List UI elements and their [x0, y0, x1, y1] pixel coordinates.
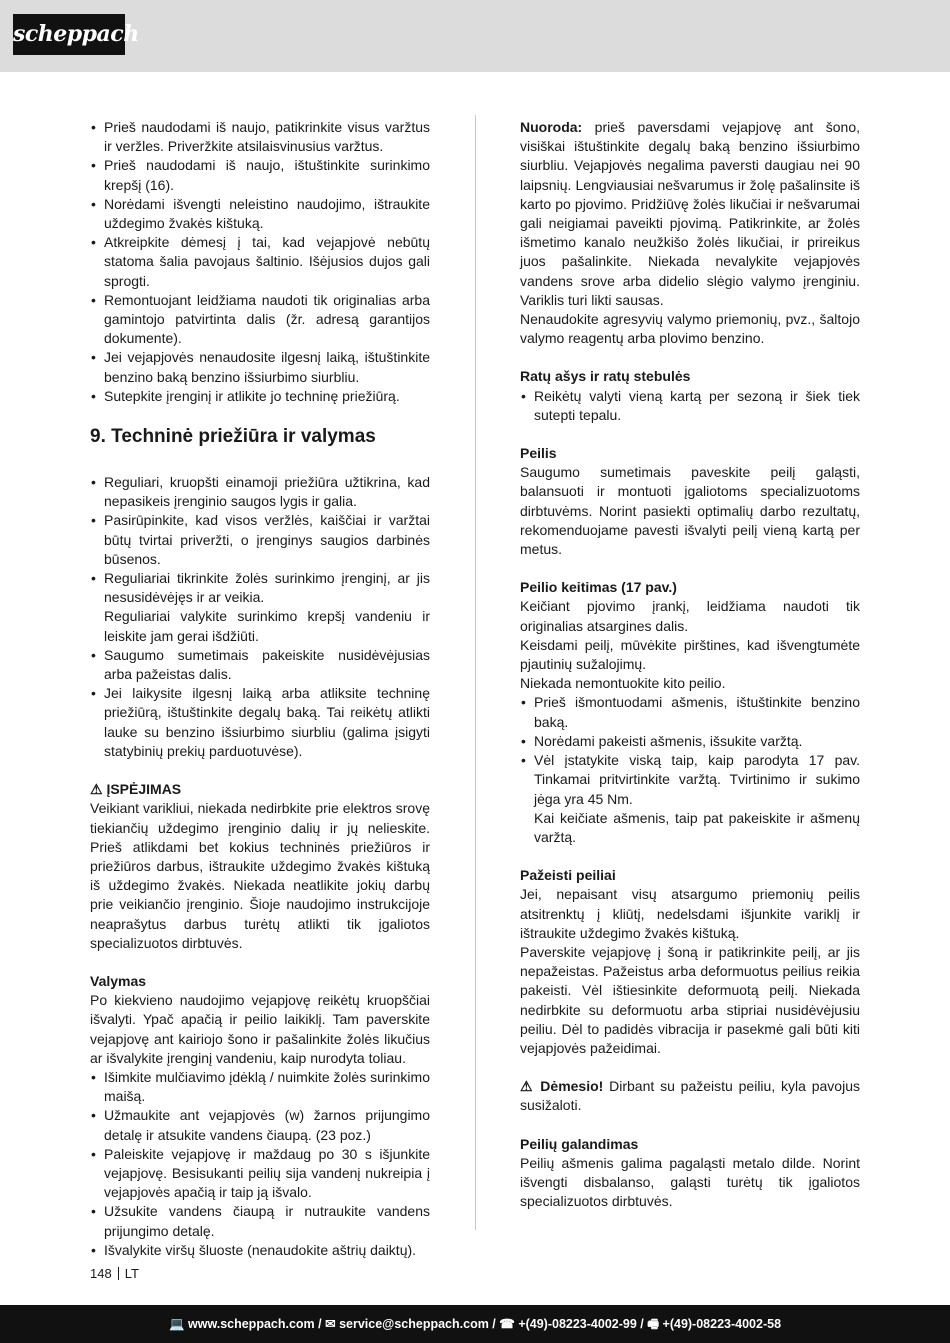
list-item-text: Užmaukite ant vejapjovės (w) žarnos prijungimo detalę ir atsukite vandens čiaupą. (23 poz.) — [104, 1107, 430, 1143]
list-item-text: Norėdami išvengti neleistino naudojimo, ištraukite uždegimo žvakės kištuką. — [104, 195, 430, 232]
warning-title: ĮSPĖJIMAS — [106, 781, 182, 798]
right-column — [520, 118, 860, 1211]
page-language: LT — [124, 1266, 139, 1281]
footer-fax: +(49)-08223-4002-58 — [662, 1317, 782, 1331]
warning-heading — [90, 780, 430, 799]
list-item-text: Remontuojant leidžiama naudoti tik originalias arba gamintojo patvirtinta dalis (žr. adresą garantijos dokumente). — [104, 291, 430, 347]
list-item-text: Prieš naudodami iš naujo, ištuštinkite surinkimo krepšį (16). — [104, 157, 430, 193]
sharpening-text: Peilių ašmenis galima pagaląsti metalo dilde. Norint išvengti disbalanso, galąsti turėtų tik įgaliotos specializuotos dirbtuvės. — [520, 1154, 860, 1210]
list-item-text: Jei laikysite ilgesnį laiką arba atliksite techninę priežiūrą, ištuštinkite degalų baką. Tai reikėtų atlikti lauke su benzino išsiurbimo siurbliu (galima įsigyti statybinių prekių parduotuvėse). — [104, 685, 430, 759]
section-title: 9. Techninė priežiūra ir valymas — [90, 426, 376, 448]
list-item — [520, 387, 860, 425]
note-label: Nuoroda: — [520, 119, 583, 135]
list-item — [90, 1202, 430, 1240]
list-item — [520, 732, 860, 751]
caution-paragraph — [520, 1077, 860, 1115]
blade-change-text-3: Niekada nemontuokite kito peilio. — [520, 675, 726, 692]
list-item — [90, 646, 430, 684]
monitor-icon: 💻 — [168, 1317, 185, 1331]
list-item — [90, 1106, 430, 1144]
caution-triangle-icon: ⚠ — [520, 1078, 535, 1095]
list-item — [90, 1241, 430, 1260]
sharpening-heading: Peilių galandimas — [520, 1135, 639, 1152]
safety-bullet-list — [90, 118, 430, 406]
list-item-text: Reguliariai tikrinkite žolės surinkimo įrenginį, ar jis nesusidėvėjęs ir ar veikia. — [104, 570, 430, 606]
list-item-text: Pasirūpinkite, kad visos veržlės, kaiščiai ir varžtai būtų tvirtai priveržti, o įrenginys saugios darbinės būsenos. — [104, 512, 430, 567]
list-item-text: Prieš naudodami iš naujo, patikrinkite visus varžtus ir veržles. Priveržkite atsilaisvinusius varžtus. — [104, 119, 430, 155]
caution-text: Dirbant su pažeistu peiliu, kyla pavojus susižaloti. — [520, 1078, 860, 1114]
note-paragraph — [520, 118, 860, 310]
list-item — [90, 511, 430, 569]
list-item — [90, 118, 430, 156]
list-item — [90, 156, 430, 194]
list-item-text: Saugumo sumetimais pakeiskite nusidėvėjusias arba pažeistas dalis. — [104, 646, 430, 683]
maintenance-bullet-list — [90, 473, 430, 761]
list-item-text: Sutepkite įrenginį ir atlikite jo techninę priežiūrą. — [104, 387, 400, 404]
list-item — [520, 693, 860, 731]
list-item-text: Užsukite vandens čiaupą ir nutraukite vandens prijungimo detalę. — [104, 1203, 430, 1239]
list-item — [90, 387, 430, 406]
blade-text: Saugumo sumetimais paveskite peilį galąsti, balansuoti ir montuoti įgaliotoms specializuotoms dirbtuvėms. Norint pasiekti optimalių darbo rezultatų, rekomenduojame pavesti išvalyti peilį vieną kartą per metus. — [520, 464, 860, 558]
footer-email-link[interactable]: service@scheppach.com — [339, 1317, 489, 1331]
list-item-text: Prieš išmontuodami ašmenis, ištuštinkite benzino baką. — [534, 694, 860, 730]
blade-change-text-1: Keičiant pjovimo įrankį, leidžiama naudoti tik originalias atsargines dalis. — [520, 598, 860, 634]
blade-change-text-2: Keisdami peilį, mūvėkite pirštines, kad išvengtumėte pjautinių sužalojimų. — [520, 636, 860, 673]
warning-triangle-icon: ⚠ — [90, 781, 103, 798]
page-number-value: 148 — [90, 1266, 112, 1281]
warning-text: Veikiant varikliui, niekada nedirbkite prie elektros srovę tiekiančių uždegimo įrenginio dalių ir jų nelieskite. Prieš atlikdami bet kokius techninės priežiūros ir priežiūros darbus, ištraukite uždegimo žvakės kištuką iš uždegimo žvakės. Niekada neatlikite jokių darbų prie veikiančio įrenginio. Šioje naudojimo instrukcijoje neaprašytus darbus turėtų atlikti tik įgaliotos specializuotos dirbtuvės. — [90, 800, 430, 951]
damaged-blades-text-2: Paverskite vejapjovę į šoną ir patikrinkite peilį, ar jis nepažeistas. Pažeistus arba deformuotus peilius reikia pakeisti. Vėl ištiesinkite deformuotą peilį. Niekada nedirbkite su deformuotu arba stipriai nusidėvėjusiu peiliu. Dėl to padidės vibracija ir pasekmė gali būti kiti vejapjovės pažeidimai. — [520, 943, 860, 1056]
list-item — [90, 1068, 430, 1106]
note-text: prieš paversdami vejapjovę ant šono, visiškai ištuštinkite degalų baką benzino išsiurbimo siurbliu. Vejapjovės negalima paversti daugiau nei 90 laipsnių. Lengviausiai nešvarumus ir žolę pašalinsite iš karto po pjovimo. Pridžiūvę žolės likučiai ir nešvarumai gali neigiamai paveikti pjovimą. Patikrinkite, ar žolės išmetimo kanalo neužkišo žolės likučiai, ir prireikus juos pašalinkite. Niekada nevalykite vejapjovės vandens srove arba didelio slėgio valymo įrenginiu. Variklis turi likti sausas. — [520, 119, 860, 308]
fax-icon: 🖷 — [647, 1317, 660, 1331]
axles-bullet-list — [520, 387, 860, 425]
damaged-blades-text-1: Jei, nepaisant visų atsargumo priemonių peilis atsitrenktų į kliūtį, nedelsdami išjunkite variklį ir ištraukite uždegimo žvakės kištuką. — [520, 886, 860, 941]
page-header — [0, 0, 950, 72]
list-item-text: Reguliari, kruopšti einamoji priežiūra užtikrina, kad nepasikeis įrenginio saugos lygis ir galia. — [104, 474, 430, 510]
footer-web-link[interactable]: www.scheppach.com — [188, 1317, 315, 1331]
note-paragraph-2: Nenaudokite agresyvių valymo priemonių, pvz., šaltojo valymo reagentų arba plovimo benzino. — [520, 311, 860, 347]
caution-label: Dėmesio! — [540, 1078, 604, 1095]
list-item-text: Jei vejapjovės nenaudosite ilgesnį laiką, ištuštinkite benzino baką benzino išsiurbimo siurbliu. — [104, 349, 430, 385]
list-item-text: Išimkite mulčiavimo įdėklą / nuimkite žolės surinkimo maišą. — [104, 1068, 430, 1105]
list-item-text: Paleiskite vejapjovę ir maždaug po 30 s išjunkite vejapjovę. Besisukanti peilių sija vandenį nukreipia į vejapjovės apačią ir taip ją išvalo. — [104, 1145, 430, 1201]
phone-icon: ☎ — [499, 1317, 515, 1331]
cleaning-bullet-list — [90, 1068, 430, 1260]
list-item — [90, 195, 430, 233]
blade-heading: Peilis — [520, 445, 557, 462]
list-item-text: Atkreipkite dėmesį į tai, kad vejapjovė nebūtų statoma šalia pavojaus šaltinio. Išėjusios dujos gali sprogti. — [104, 234, 430, 289]
list-item — [90, 684, 430, 761]
list-item-text: Norėdami pakeisti ašmenis, išsukite varžtą. — [534, 732, 803, 749]
list-item-subtext: Reguliariai valykite surinkimo krepšį vandeniu ir leiskite jam gerai išdžiūti. — [104, 608, 430, 644]
blade-change-bullet-list — [520, 693, 860, 847]
list-item — [90, 1145, 430, 1203]
mail-icon: ✉ — [325, 1317, 336, 1331]
left-column — [90, 118, 430, 1260]
list-item — [90, 291, 430, 349]
cleaning-text: Po kiekvieno naudojimo vejapjovę reikėtų kruopščiai išvalyti. Ypač apačią ir peilio laikiklį. Tam paverskite vejapjovę ant kairiojo šono ir pašalinkite žolės likučius ar išvalykite įrenginį vandeniu, kaip nurodyta toliau. — [90, 992, 430, 1066]
damaged-blades-heading: Pažeisti peiliai — [520, 867, 616, 884]
blade-change-heading: Peilio keitimas (17 pav.) — [520, 579, 677, 596]
list-item-text: Reikėtų valyti vieną kartą per sezoną ir šiek tiek sutepti tepalu. — [534, 387, 860, 423]
list-item-subtext: Kai keičiate ašmenis, taip pat pakeiskite ir ašmenų varžtą. — [534, 809, 860, 845]
page-number — [90, 1266, 139, 1281]
list-item-text: Išvalykite viršų šluoste (nenaudokite aštrių daiktų). — [104, 1241, 417, 1258]
cleaning-heading: Valymas — [90, 972, 147, 989]
list-item — [90, 233, 430, 291]
page-footer: 💻 www.scheppach.com / ✉ service@scheppach.com / ☎ +(49)-08223-4002-99 / 🖷 +(49)-08223-4002-58 — [0, 1305, 950, 1343]
scheppach-logo: scheppach — [13, 14, 125, 55]
column-divider — [475, 115, 476, 1230]
list-item-text: Vėl įstatykite viską taip, kaip parodyta 17 pav. Tinkamai pritvirtinkite varžtą. Tvirtinimo ir sukimo jėga yra 45 Nm. — [534, 752, 860, 807]
list-item — [90, 348, 430, 386]
list-item — [90, 473, 430, 511]
list-item — [90, 569, 430, 646]
list-item — [520, 751, 860, 847]
axles-heading: Ratų ašys ir ratų stebulės — [520, 368, 691, 385]
footer-phone: +(49)-08223-4002-99 — [518, 1317, 637, 1331]
